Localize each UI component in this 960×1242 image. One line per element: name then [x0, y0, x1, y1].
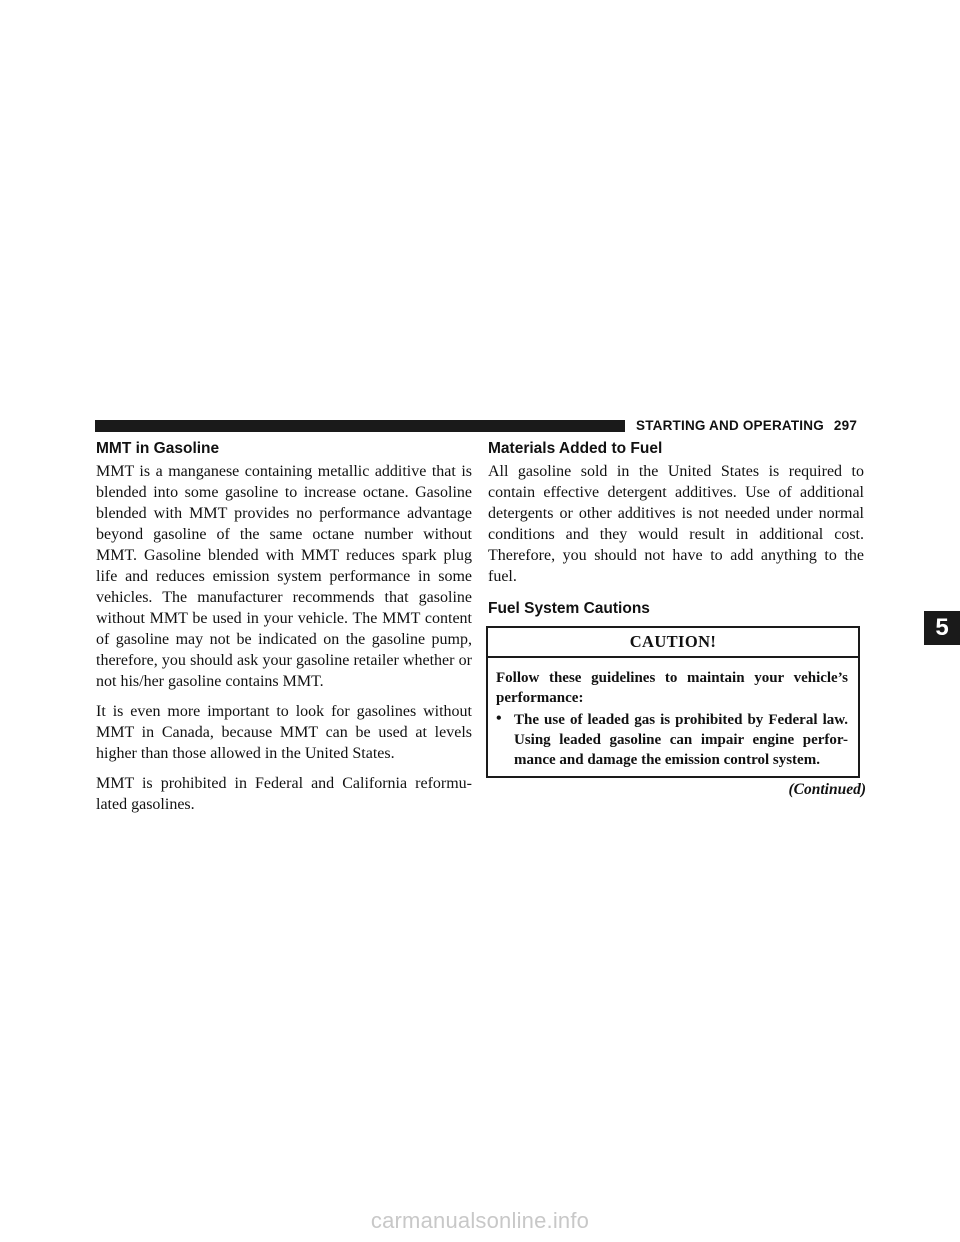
heading-mmt-in-gasoline: MMT in Gasoline [96, 440, 220, 457]
paragraph: It is even more important to look for gasolines without MMT in Canada, because MMT can be used at levels higher than those allowed in the United States. [96, 703, 472, 762]
paragraph: MMT is a manganese containing metallic additive that is blended into some gasoline to increase octane. Gasoline blended with MMT provides no performance advantage beyond gasoline of the same octane number without MMT. Gasoline blended with MMT reduces spark plug life and reduces emission system performance in some vehicles. The manufacturer recommends that gasoline without MMT be used in your vehicle. The MMT content of gasoline may not be indicated on the gasoline pump, therefore, you should ask your gasoline retailer whether or not his/her gasoline contains MMT. [96, 463, 472, 690]
chapter-tab-number: 5 [935, 614, 949, 641]
caution-title: CAUTION! [488, 628, 858, 658]
right-column [488, 440, 864, 799]
caution-intro: Follow these guidelines to maintain your vehicle’s performance: [496, 670, 848, 706]
page-number: 297 [833, 418, 858, 433]
running-header [636, 418, 857, 433]
heading-materials-added-to-fuel: Materials Added to Fuel [488, 440, 663, 457]
left-column [96, 440, 472, 815]
caution-bullet [496, 710, 848, 770]
continued-label: (Continued) [788, 781, 866, 798]
header-rule [95, 420, 625, 432]
heading-fuel-system-cautions: Fuel System Cautions [488, 600, 650, 617]
paragraph: MMT is prohibited in Federal and California reformu-lated gasolines. [96, 775, 472, 813]
caution-bullet-text: The use of leaded gas is prohibited by Federal law. Using leaded gasoline can impair engine perfor-mance and damage the emission control system. [514, 712, 848, 768]
paragraph: All gasoline sold in the United States is required to contain effective detergent additives. Use of additional detergents or other additives is not needed under normal conditions and they would result in additional cost. Therefore, you should not have to add anything to the fuel. [488, 463, 864, 585]
section-title: STARTING AND OPERATING [636, 418, 824, 433]
caution-body [488, 658, 858, 776]
bullet-icon: • [496, 710, 502, 727]
watermark: carmanualsonline.info [370, 1208, 590, 1233]
caution-box [486, 626, 860, 778]
